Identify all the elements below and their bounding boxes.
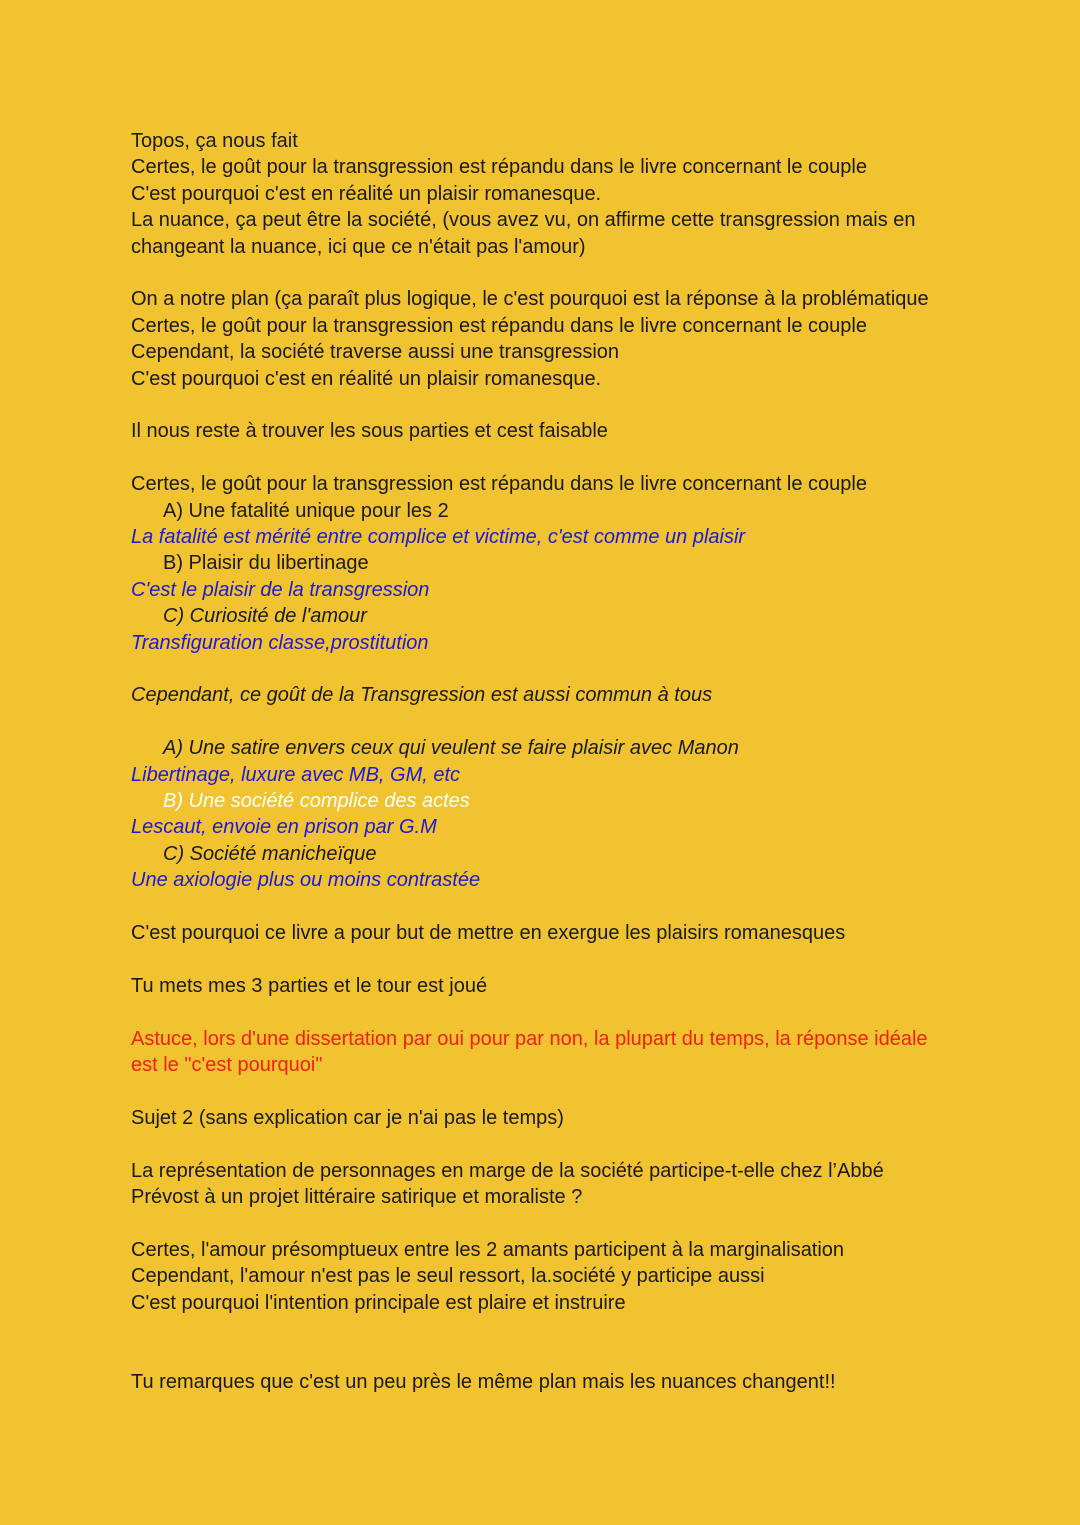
blank-line xyxy=(131,947,1031,973)
blank-line xyxy=(131,1316,1031,1342)
text-line: Sujet 2 (sans explication car je n'ai pas le temps) xyxy=(131,1106,564,1129)
blank-line xyxy=(131,894,1031,920)
blank-line xyxy=(131,1343,1031,1369)
text-line: C'est pourquoi l'intention principale est plaire et instruire xyxy=(131,1291,626,1314)
text-line: changeant la nuance, ici que ce n'était pas l'amour) xyxy=(131,235,586,258)
text-line: Cependant, la société traverse aussi une transgression xyxy=(131,341,620,364)
text-line: Prévost à un projet littéraire satirique et moraliste ? xyxy=(131,1186,583,1209)
text-line: C'est pourquoi c'est en réalité un plaisir romanesque. xyxy=(131,182,602,205)
text-line: On a notre plan (ça paraît plus logique, le c'est pourquoi est la réponse à la problématique xyxy=(131,288,929,311)
blank-line xyxy=(131,445,1031,471)
text-line: Cependant, ce goût de la Transgression est aussi commun à tous xyxy=(131,684,713,707)
text-line: Certes, le goût pour la transgression est répandu dans le livre concernant le couple xyxy=(131,156,867,179)
blank-line xyxy=(131,1131,1031,1157)
blank-line xyxy=(131,656,1031,682)
subpart-heading: A) Une fatalité unique pour les 2 xyxy=(163,499,449,522)
text-line: Certes, le goût pour la transgression est répandu dans le livre concernant le couple xyxy=(131,473,867,496)
blank-line xyxy=(131,392,1031,418)
text-line: Tu remarques que c'est un peu près le même plan mais les nuances changent!! xyxy=(131,1370,836,1393)
blank-line xyxy=(131,1079,1031,1105)
subpart-note: C'est le plaisir de la transgression xyxy=(131,578,430,601)
blank-line xyxy=(131,1211,1031,1237)
subpart-heading: A) Une satire envers ceux qui veulent se faire plaisir avec Manon xyxy=(163,737,739,760)
subpart-note: Libertinage, luxure avec MB, GM, etc xyxy=(131,763,461,786)
text-line: Tu mets mes 3 parties et le tour est joué xyxy=(131,974,488,997)
tip-line: est le "c'est pourquoi" xyxy=(131,1054,323,1077)
subpart-note: Une axiologie plus ou moins contrastée xyxy=(131,869,481,892)
subpart-note: Transfiguration classe,prostitution xyxy=(131,631,429,654)
text-line: Certes, le goût pour la transgression est répandu dans le livre concernant le couple xyxy=(131,314,867,337)
text-line: C'est pourquoi c'est en réalité un plaisir romanesque. xyxy=(131,367,602,390)
blank-line xyxy=(131,709,1031,735)
text-line: Il nous reste à trouver les sous parties et cest faisable xyxy=(131,420,608,443)
blank-line xyxy=(131,999,1031,1025)
text-line: La nuance, ça peut être la société, (vous avez vu, on affirme cette transgression mais en xyxy=(131,209,916,232)
text-line: La représentation de personnages en marge de la société participe-t-elle chez l’Abbé xyxy=(131,1159,884,1182)
subpart-note: La fatalité est mérité entre complice et victime, c'est comme un plaisir xyxy=(131,526,746,549)
text-line: Topos, ça nous fait xyxy=(131,130,298,152)
subpart-heading: B) Plaisir du libertinage xyxy=(163,552,369,575)
subpart-heading: C) Curiosité de l'amour xyxy=(163,605,367,628)
tip-line: Astuce, lors d'une dissertation par oui pour par non, la plupart du temps, la réponse idéale xyxy=(131,1027,928,1050)
text-line: Cependant, l'amour n'est pas le seul ressort, la.société y participe aussi xyxy=(131,1265,765,1288)
blank-line xyxy=(131,260,1031,286)
subpart-note: Lescaut, envoie en prison par G.M xyxy=(131,816,437,839)
subpart-heading: B) Une société complice des actes xyxy=(163,790,470,813)
text-line: Certes, l'amour présomptueux entre les 2 amants participent à la marginalisation xyxy=(131,1238,845,1261)
document-page xyxy=(131,128,1031,1395)
text-line: C'est pourquoi ce livre a pour but de mettre en exergue les plaisirs romanesques xyxy=(131,922,846,945)
subpart-heading: C) Société manicheïque xyxy=(163,842,377,865)
